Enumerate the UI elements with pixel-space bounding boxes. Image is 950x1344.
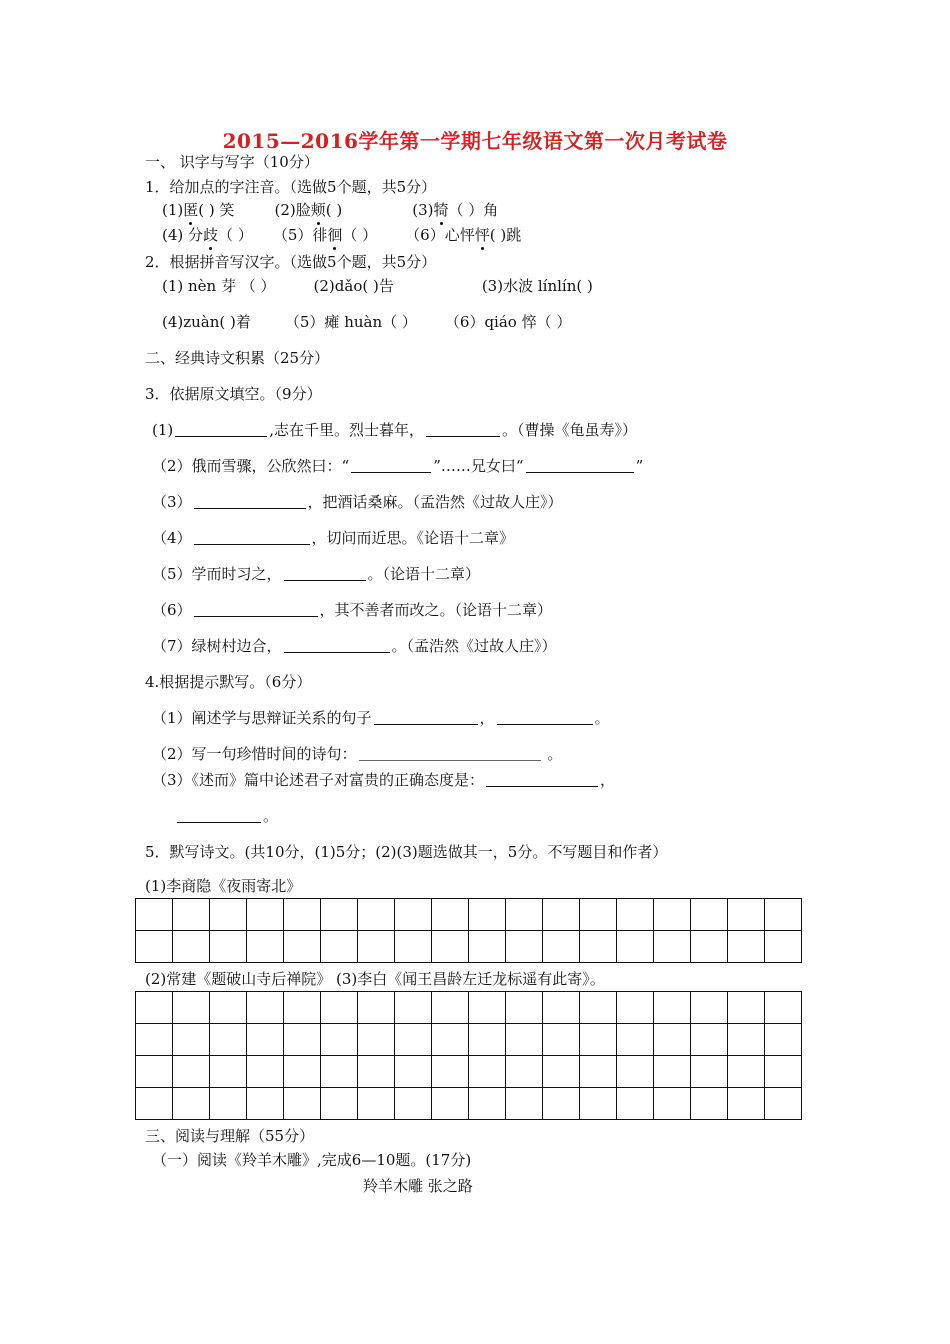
answer-blank[interactable]: [177, 808, 261, 823]
question-3-line-1: (1) ,志在千里。烈士暮年， 。（曹操《龟虽寿》）: [152, 421, 638, 439]
grid-cell[interactable]: [358, 1088, 395, 1120]
grid-cell[interactable]: [432, 899, 469, 931]
grid-cell[interactable]: [765, 1056, 802, 1088]
grid-cell[interactable]: [358, 1024, 395, 1056]
grid-cell[interactable]: [321, 931, 358, 963]
grid-cell[interactable]: [247, 1088, 284, 1120]
question-4-stem: 4.根据提示默写。（6分）: [145, 673, 312, 691]
question-3-stem: 3．依据原文填空。（9分）: [145, 385, 322, 403]
grid-cell[interactable]: [210, 899, 247, 931]
question-2-row-2: (4)zuàn( )着 （5）瘫 huàn（ ） （6）qiáo 悴（ ）: [162, 313, 572, 331]
grid-cell[interactable]: [395, 899, 432, 931]
grid-cell[interactable]: [284, 899, 321, 931]
question-1-stem: 1．给加点的字注音。（选做5个题，共5分）: [145, 178, 437, 196]
grid-cell[interactable]: [765, 992, 802, 1024]
section-1-heading: 一、 识字与写字（10分）: [145, 153, 319, 171]
grid-cell[interactable]: [654, 1088, 691, 1120]
grid-cell[interactable]: [580, 1024, 617, 1056]
section-3-heading: 三、阅读与理解（55分）: [145, 1127, 315, 1145]
grid-cell[interactable]: [617, 1088, 654, 1120]
grid-cell[interactable]: [728, 931, 765, 963]
grid-cell[interactable]: [358, 931, 395, 963]
grid-cell[interactable]: [173, 1088, 210, 1120]
writing-grid-1[interactable]: [135, 898, 802, 963]
question-1-row-1: (1)匿( ) 笑 (2)脸颊( ) (3)犄（ ）角: [162, 201, 499, 219]
grid-cell[interactable]: [654, 1024, 691, 1056]
grid-cell[interactable]: [210, 931, 247, 963]
grid-cell[interactable]: [173, 899, 210, 931]
grid-cell[interactable]: [432, 931, 469, 963]
grid-cell[interactable]: [136, 899, 173, 931]
grid-cell[interactable]: [691, 899, 728, 931]
answer-blank[interactable]: [194, 602, 318, 617]
grid-cell[interactable]: [506, 1024, 543, 1056]
grid-cell[interactable]: [395, 992, 432, 1024]
grid-cell[interactable]: [321, 899, 358, 931]
grid-cell[interactable]: [284, 1056, 321, 1088]
grid-cell[interactable]: [506, 1056, 543, 1088]
answer-blank[interactable]: [426, 422, 500, 437]
grid-cell[interactable]: [432, 1056, 469, 1088]
grid-cell[interactable]: [321, 1056, 358, 1088]
grid-cell[interactable]: [136, 992, 173, 1024]
answer-blank[interactable]: [284, 566, 366, 581]
grid-cell[interactable]: [691, 992, 728, 1024]
grid-cell[interactable]: [543, 1056, 580, 1088]
grid-cell[interactable]: [469, 931, 506, 963]
grid-cell[interactable]: [728, 1088, 765, 1120]
grid-cell[interactable]: [469, 899, 506, 931]
grid-cell[interactable]: [395, 931, 432, 963]
grid-cell[interactable]: [580, 931, 617, 963]
grid-cell[interactable]: [654, 931, 691, 963]
writing-grid-2[interactable]: [135, 991, 802, 1120]
answer-blank[interactable]: [351, 458, 431, 473]
grid-cell[interactable]: [395, 1024, 432, 1056]
grid-cell[interactable]: [543, 992, 580, 1024]
article-title-author: 羚羊木雕 张之路: [363, 1177, 473, 1195]
grid-cell[interactable]: [728, 1056, 765, 1088]
grid-cell[interactable]: [321, 1088, 358, 1120]
grid-cell[interactable]: [210, 1056, 247, 1088]
grid-cell[interactable]: [654, 992, 691, 1024]
grid-cell[interactable]: [580, 992, 617, 1024]
question-3-line-5: （5）学而时习之， 。（论语十二章）: [152, 565, 481, 583]
grid-cell[interactable]: [210, 992, 247, 1024]
grid-cell[interactable]: [395, 1056, 432, 1088]
question-3-line-2: （2）俄而雪骤，公欣然曰：“ ”……兄女曰“ ”: [152, 457, 644, 475]
grid-cell[interactable]: [469, 1088, 506, 1120]
grid-cell[interactable]: [691, 1056, 728, 1088]
question-4-line-3: （3）《述而》篇中论述君子对富贵的正确态度是： ，: [152, 771, 616, 789]
grid-cell[interactable]: [617, 992, 654, 1024]
grid-cell[interactable]: [432, 1088, 469, 1120]
question-4-line-2: （2）写一句珍惜时间的诗句： 。: [152, 745, 563, 763]
exam-title: 2015—2016学年第一学期七年级语文第一次月考试卷: [222, 129, 728, 153]
grid-cell[interactable]: [506, 992, 543, 1024]
grid-cell[interactable]: [136, 1088, 173, 1120]
grid-cell[interactable]: [173, 1056, 210, 1088]
grid-cell[interactable]: [469, 1056, 506, 1088]
grid-cell[interactable]: [728, 1024, 765, 1056]
answer-blank[interactable]: [359, 746, 541, 761]
question-4-line-4: 。: [175, 806, 278, 826]
question-2-stem: 2．根据拼音写汉字。（选做5个题，共5分）: [145, 253, 437, 271]
question-5-part-1-label: (1)李商隐《夜雨寄北》: [145, 877, 302, 895]
grid-cell[interactable]: [247, 899, 284, 931]
grid-cell[interactable]: [765, 1088, 802, 1120]
answer-blank[interactable]: [497, 710, 593, 725]
answer-blank[interactable]: [175, 422, 267, 437]
grid-cell[interactable]: [358, 992, 395, 1024]
grid-cell[interactable]: [765, 899, 802, 931]
question-3-line-7: （7）绿树村边合， 。（孟浩然《过故人庄》）: [152, 637, 557, 655]
question-3-line-6: （6） ，其不善者而改之。（论语十二章）: [152, 601, 553, 619]
section-2-heading: 二、经典诗文积累（25分）: [145, 349, 330, 367]
grid-cell[interactable]: [469, 1024, 506, 1056]
answer-blank[interactable]: [284, 638, 390, 653]
grid-cell[interactable]: [284, 992, 321, 1024]
grid-cell[interactable]: [617, 899, 654, 931]
grid-cell[interactable]: [210, 1088, 247, 1120]
grid-cell[interactable]: [284, 931, 321, 963]
grid-cell[interactable]: [173, 931, 210, 963]
grid-cell[interactable]: [136, 931, 173, 963]
grid-cell[interactable]: [543, 931, 580, 963]
grid-cell[interactable]: [173, 992, 210, 1024]
grid-cell[interactable]: [654, 1056, 691, 1088]
grid-cell[interactable]: [728, 992, 765, 1024]
grid-cell[interactable]: [765, 931, 802, 963]
grid-cell[interactable]: [691, 1088, 728, 1120]
grid-cell[interactable]: [136, 1024, 173, 1056]
grid-cell[interactable]: [617, 931, 654, 963]
grid-cell[interactable]: [543, 899, 580, 931]
question-3-line-4: （4） ，切问而近思。《论语十二章》: [152, 529, 515, 547]
grid-cell[interactable]: [136, 1056, 173, 1088]
grid-cell[interactable]: [284, 1088, 321, 1120]
grid-cell[interactable]: [247, 931, 284, 963]
grid-cell[interactable]: [691, 1024, 728, 1056]
grid-cell[interactable]: [247, 1024, 284, 1056]
grid-cell[interactable]: [506, 899, 543, 931]
question-5-stem: 5．默写诗文。(共10分，(1)5分；(2)(3)题选做其一，5分。不写题目和作者）: [145, 843, 668, 861]
grid-cell[interactable]: [432, 1024, 469, 1056]
reading-section-1-intro: （一）阅读《羚羊木雕》,完成6—10题。(17分): [152, 1151, 472, 1169]
question-4-line-1: （1）阐述学与思辩证关系的句子 ， 。: [152, 709, 610, 727]
question-2-row-1: (1) nèn 芽 （ ） (2)dǎo( )告 (3)水波 línlín( ): [162, 277, 593, 295]
answer-blank[interactable]: [194, 494, 306, 509]
grid-cell[interactable]: [580, 1056, 617, 1088]
question-5-part-2-label: (2)常建《题破山寺后禅院》 (3)李白《闻王昌龄左迁龙标遥有此寄》。: [145, 970, 605, 988]
grid-cell[interactable]: [210, 1024, 247, 1056]
grid-cell[interactable]: [321, 1024, 358, 1056]
grid-cell[interactable]: [173, 1024, 210, 1056]
grid-cell[interactable]: [543, 1088, 580, 1120]
grid-cell[interactable]: [654, 899, 691, 931]
answer-blank[interactable]: [486, 772, 598, 787]
grid-cell[interactable]: [247, 1056, 284, 1088]
grid-cell[interactable]: [284, 1024, 321, 1056]
grid-cell[interactable]: [321, 992, 358, 1024]
grid-cell[interactable]: [358, 899, 395, 931]
grid-cell[interactable]: [469, 992, 506, 1024]
grid-cell[interactable]: [617, 1024, 654, 1056]
grid-cell[interactable]: [765, 1024, 802, 1056]
question-1-row-2: (4) 分歧（ ） （5）徘徊（ ） （6）心怦怦( )跳: [162, 226, 522, 244]
grid-cell[interactable]: [247, 992, 284, 1024]
grid-cell[interactable]: [617, 1056, 654, 1088]
grid-cell[interactable]: [580, 1088, 617, 1120]
grid-cell[interactable]: [432, 992, 469, 1024]
grid-cell[interactable]: [395, 1088, 432, 1120]
grid-cell[interactable]: [580, 899, 617, 931]
grid-cell[interactable]: [506, 1088, 543, 1120]
question-3-line-3: （3） ，把酒话桑麻。（孟浩然《过故人庄》）: [152, 493, 563, 511]
grid-cell[interactable]: [543, 1024, 580, 1056]
answer-blank[interactable]: [526, 458, 634, 473]
grid-cell[interactable]: [691, 931, 728, 963]
answer-blank[interactable]: [194, 530, 310, 545]
answer-blank[interactable]: [374, 710, 478, 725]
grid-cell[interactable]: [358, 1056, 395, 1088]
grid-cell[interactable]: [506, 931, 543, 963]
grid-cell[interactable]: [728, 899, 765, 931]
